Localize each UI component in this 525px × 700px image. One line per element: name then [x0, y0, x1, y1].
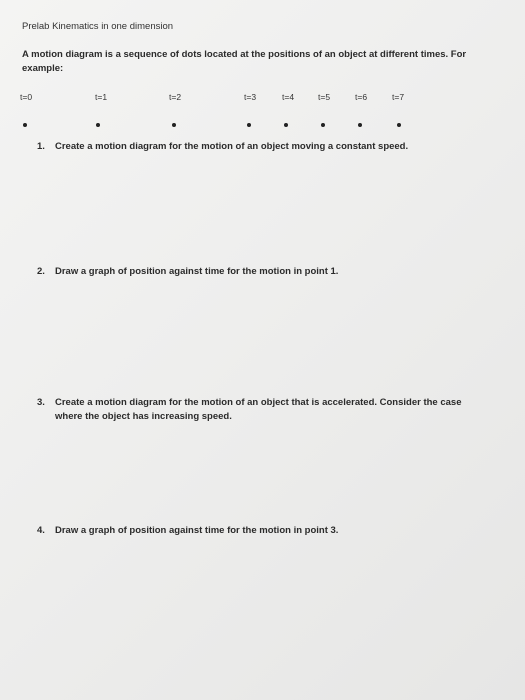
time-label-t5: t=5	[318, 92, 331, 102]
motion-diagram	[0, 0, 525, 140]
time-label-t7: t=7	[392, 92, 405, 102]
intro-paragraph: A motion diagram is a sequence of dots located at the positions of an object at different times. For example:	[22, 49, 467, 74]
question-1	[37, 140, 487, 154]
position-dot-t0	[23, 123, 27, 127]
question-1-number: 1.	[37, 141, 45, 152]
page-title: Prelab Kinematics in one dimension	[22, 21, 174, 32]
question-2-text: Draw a graph of position against time for the motion in point 1.	[55, 266, 339, 277]
question-1-text: Create a motion diagram for the motion of an object moving a constant speed.	[55, 141, 409, 152]
question-3-number: 3.	[37, 397, 45, 408]
time-label-t0: t=0	[20, 92, 33, 102]
question-4-number: 4.	[37, 525, 45, 536]
position-dot-t5	[321, 123, 325, 127]
time-label-t2: t=2	[169, 92, 182, 102]
position-dot-t6	[358, 123, 362, 127]
time-label-t4: t=4	[282, 92, 295, 102]
position-dot-t1	[96, 123, 100, 127]
question-2-number: 2.	[37, 266, 45, 277]
question-3	[37, 396, 487, 424]
question-4	[37, 524, 487, 538]
position-dot-t4	[284, 123, 288, 127]
time-label-t3: t=3	[244, 92, 257, 102]
position-dot-t3	[247, 123, 251, 127]
position-dot-t2	[172, 123, 176, 127]
time-label-t6: t=6	[355, 92, 368, 102]
question-4-text: Draw a graph of position against time for the motion in point 3.	[55, 525, 339, 536]
question-3-text: Create a motion diagram for the motion of an object that is accelerated. Consider the case where the object has increasing speed.	[55, 397, 462, 422]
time-label-t1: t=1	[95, 92, 108, 102]
position-dot-t7	[397, 123, 401, 127]
question-2	[37, 265, 487, 279]
